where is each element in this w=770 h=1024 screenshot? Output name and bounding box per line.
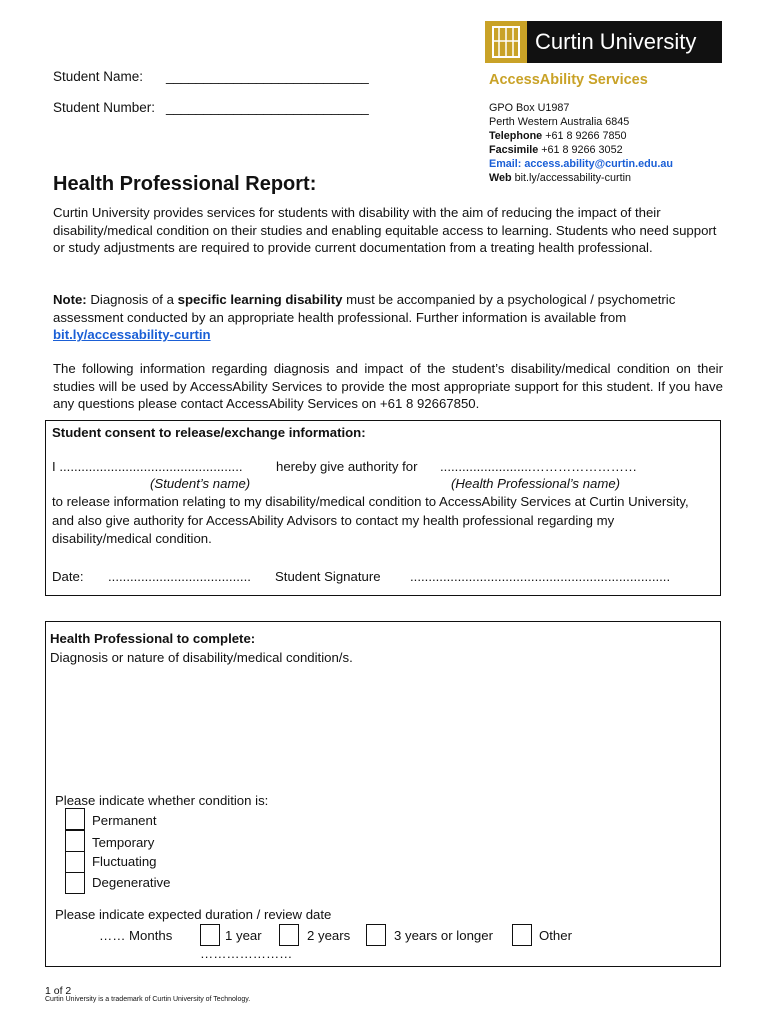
permanent-label: Permanent <box>92 813 157 828</box>
date-field[interactable]: ....................................... <box>108 569 251 584</box>
other-checkbox[interactable] <box>512 924 532 946</box>
telephone-line: Telephone +61 8 9266 7850 <box>489 130 627 142</box>
other-label: Other <box>539 928 572 943</box>
two-years-label: 2 years <box>307 928 351 943</box>
consent-heading: Student consent to release/exchange information: <box>52 425 366 440</box>
crest-icon <box>485 21 527 63</box>
duration-prompt: Please indicate expected duration / review date <box>55 907 332 922</box>
temporary-label: Temporary <box>92 835 155 850</box>
condition-prompt: Please indicate whether condition is: <box>55 793 269 808</box>
authority-text: hereby give authority for <box>276 459 418 474</box>
trademark-notice: Curtin University is a trademark of Curtin University of Technology. <box>45 996 251 1003</box>
three-years-label: 3 years or longer <box>394 928 493 943</box>
diagnosis-field[interactable] <box>50 669 710 789</box>
health-professional-box <box>45 621 721 967</box>
fluctuating-label: Fluctuating <box>92 854 157 869</box>
page-title: Health Professional Report: <box>53 173 317 195</box>
degenerative-checkbox[interactable] <box>65 872 85 894</box>
diagnosis-label: Diagnosis or nature of disability/medical condition/s. <box>50 650 353 665</box>
students-name-caption: (Student’s name) <box>150 476 251 491</box>
one-year-label: 1 year <box>225 928 262 943</box>
student-number-field[interactable]: ___________________________ <box>166 100 369 115</box>
po-box: GPO Box U1987 <box>489 102 570 114</box>
service-name: AccessAbility Services <box>489 72 648 88</box>
curtin-logo <box>485 21 722 63</box>
student-name-dots[interactable]: I .................................................. <box>52 459 243 474</box>
city: Perth Western Australia 6845 <box>489 116 630 128</box>
student-name-label: Student Name: <box>53 69 144 84</box>
three-years-checkbox[interactable] <box>366 924 386 946</box>
health-prof-caption: (Health Professional’s name) <box>451 476 621 491</box>
intro-paragraph: Curtin University provides services for students with disability with the aim of reducing the impact of their disability/medical condition on their studies and enabling equitable access to learning. Students who need support or study adjustments are required to provide current documentation from a treating health professional. <box>53 205 717 255</box>
months-field[interactable]: …… Months <box>99 928 173 943</box>
signature-field[interactable]: ....................................................................... <box>410 569 671 584</box>
health-prof-dots[interactable]: .........................…………………… <box>440 459 638 474</box>
consent-box <box>45 420 721 596</box>
permanent-checkbox[interactable] <box>65 808 85 830</box>
page-number: 1 of 2 <box>45 985 72 997</box>
signature-label: Student Signature <box>275 569 381 584</box>
one-year-checkbox[interactable] <box>200 924 220 946</box>
review-date-field[interactable]: ………………… <box>200 946 293 961</box>
logo-wordmark: Curtin University <box>527 21 722 63</box>
note-paragraph: Note: Diagnosis of a specific learning disability must be accompanied by a psychological / psychometric assessment conducted by an appropriate health professional. Further information is available from bit.ly/accessability-curtin <box>53 292 676 342</box>
accessability-link[interactable]: bit.ly/accessability-curtin <box>53 327 211 342</box>
email-link[interactable]: Email: access.ability@curtin.edu.au <box>489 158 673 170</box>
student-name-field[interactable]: ___________________________ <box>166 69 369 84</box>
contact-block <box>489 101 673 185</box>
fluctuating-checkbox[interactable] <box>65 851 85 873</box>
consent-body: to release information relating to my disability/medical condition to AccessAbility Services at Curtin University, and also give authority for AccessAbility Advisors to contact my health professional regarding my disability/medical condition. <box>52 494 689 546</box>
date-label: Date: <box>52 569 84 584</box>
degenerative-label: Degenerative <box>92 875 171 890</box>
info-paragraph: The following information regarding diagnosis and impact of the student’s disability/medical condition on their studies will be used by AccessAbility Services to provide the most appropriate support for this student. If you have any questions please contact AccessAbility Services on +61 8 92667850. <box>53 361 723 411</box>
student-number-label: Student Number: <box>53 100 156 115</box>
two-years-checkbox[interactable] <box>279 924 299 946</box>
web-line: Web bit.ly/accessability-curtin <box>489 172 632 184</box>
temporary-checkbox[interactable] <box>65 830 85 852</box>
hp-heading: Health Professional to complete: <box>50 631 256 646</box>
facsimile-line: Facsimile +61 8 9266 3052 <box>489 144 623 156</box>
